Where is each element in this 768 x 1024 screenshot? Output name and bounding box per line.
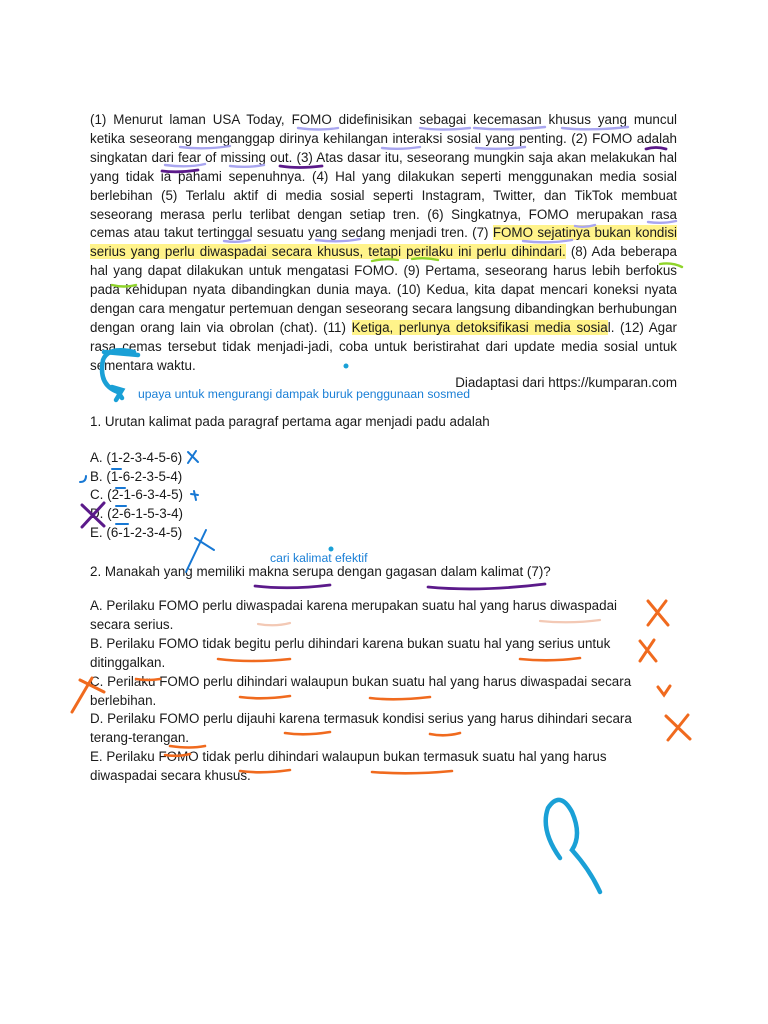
question-1-options: [90, 449, 183, 543]
q1-option-c[interactable]: C. (2-1-6-3-4-5): [90, 487, 184, 503]
question-1-text: 1. Urutan kalimat pada paragraf pertama agar menjadi padu adalah: [90, 414, 490, 429]
q2-option-d[interactable]: D. Perilaku FOMO perlu dijauhi karena termasuk kondisi serius yang harus dihindari secara terang-terangan.: [90, 711, 632, 746]
q2-option-a[interactable]: A. Perilaku FOMO perlu diwaspadai karena merupakan suatu hal yang harus diwaspadai secara serius.: [90, 598, 617, 632]
question-2-text: 2. Manakah yang memiliki makna serupa dengan gagasan dalam kalimat (7)?: [90, 564, 551, 579]
q1-option-b[interactable]: B. (1-6-2-3-5-4): [90, 468, 183, 484]
paragraph-part-1: (1) Menurut laman USA Today, FOMO didefinisikan sebagai kecemasan khusus yang muncul ketika seseorang menganggap dirinya kehilangan interaksi sosial yang penting. (2) FOMO adalah singkatan dari fear of missing out. (3) Atas dasar itu, seseorang mungkin saja akan melakukan hal yang tidak ia pahami sepenuhnya. (4) Hal yang dilakukan seperti menggunakan media sosial berlebihan (5) Terlalu aktif di media sosial seperti Instagram, Twitter, dan TikTok membuat seseorang merasa perlu terlibat dengan setiap tren. (6) Singkatnya, FOMO merupakan rasa cemas atau takut tertinggal sesuatu yang sedang menjadi tren. (7): [90, 112, 677, 241]
cyan-loop-mark: [546, 800, 600, 892]
q1-option-d[interactable]: D. (2-6-1-5-3-4): [90, 506, 184, 522]
highlighted-sentence-7: FOMO sejatinya bukan kondisi serius yang perlu diwaspadai secara khusus, tetapi perilaku ini perlu dihindari.: [90, 225, 677, 260]
q2-option-c[interactable]: C. Perilaku FOMO perlu dihindari walaupun bukan suatu hal yang harus diwaspadai secara berlebihan.: [90, 673, 632, 708]
q1-option-e[interactable]: E. (6-1-2-3-4-5): [90, 524, 183, 540]
handwritten-note-efektif: cari kalimat efektif: [270, 551, 368, 565]
paragraph-part-3: l. (12) Agar rasa cemas tersebut tidak menjadi-jadi, coba untuk beristirahat dari update media sosial untuk sementara waktu.: [90, 319, 678, 373]
q1-option-a[interactable]: A. (1-2-3-4-5-6): [90, 450, 183, 465]
question-2-options: [90, 597, 650, 786]
source-citation: Diadaptasi dari https://kumparan.com: [455, 375, 677, 390]
handwritten-note-upaya: upaya untuk mengurangi dampak buruk penggunaan sosmed: [138, 387, 471, 401]
paragraph-part-2: (8) Ada beberapa hal yang dapat dilakukan untuk mengatasi FOMO. (9) Pertama, seseorang harus lebih berfokus pada kehidupan nyata dibandingkan dunia maya. (10) Kedua, kita dapat mencari koneksi nyata dengan cara mengatur pertemuan dengan seseorang secara langsung dibandingkan berhubungan dengan orang lain via obrolan (chat). (11): [90, 244, 678, 335]
highlighted-sentence-11: Ketiga, perlunya detoksifikasi media sosia: [351, 319, 608, 335]
q2-option-b[interactable]: B. Perilaku FOMO tidak begitu perlu dihindari karena bukan suatu hal yang serius untuk ditinggalkan.: [90, 635, 611, 670]
q2-option-e[interactable]: E. Perilaku FOMO tidak perlu dihindari walaupun bukan termasuk suatu hal yang harus diwaspadai secara khusus.: [90, 749, 607, 784]
reading-paragraph: [90, 111, 677, 376]
